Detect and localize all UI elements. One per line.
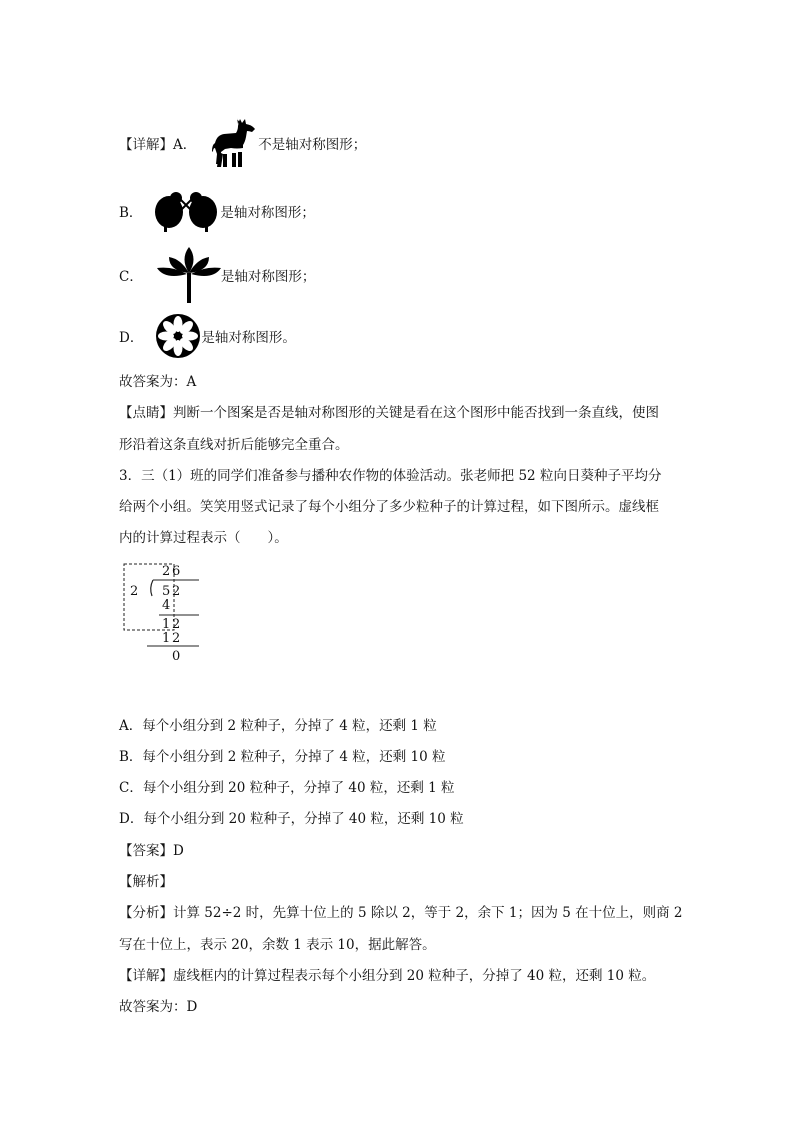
dividend-tens: 5	[162, 584, 171, 599]
option-c-text: 是轴对称图形；	[220, 269, 316, 285]
option-a-row	[119, 118, 366, 168]
answer-label: 【答案】D	[119, 843, 184, 859]
option-b-text: 是轴对称图形；	[220, 205, 315, 221]
option-d-row	[119, 313, 296, 359]
division-bracket	[151, 580, 153, 596]
choice-c: C．每个小组分到 20 粒种子，分掉了 40 粒，还剩 1 粒	[119, 780, 455, 796]
choice-a: A．每个小组分到 2 粒种子，分掉了 4 粒，还剩 1 粒	[119, 718, 437, 734]
option-d-text: 是轴对称图形。	[201, 330, 296, 346]
option-a-prefix: 【详解】A．	[119, 137, 197, 153]
tip-line-1: 【点睛】判断一个图案是否是轴对称图形的关键是看在这个图形中能否找到一条直线，使图	[119, 405, 659, 421]
option-b-prefix: B．	[119, 205, 143, 221]
option-a-text: 不是轴对称图形；	[258, 137, 367, 153]
answer-final: 故答案为：D	[119, 999, 198, 1015]
question3-line-1: 3．三（1）班的同学们准备参与播种农作物的体验活动。张老师把 52 粒向日葵种子平均分	[119, 468, 662, 484]
quotient-tens: 2	[162, 564, 171, 579]
lotus-icon	[157, 247, 221, 303]
tip-line-2: 形沿着这条直线对折后能够完全重合。	[119, 437, 349, 453]
final-remainder: 0	[172, 649, 181, 664]
flower-circle-icon	[155, 313, 201, 359]
detail-line: 【详解】虚线框内的计算过程表示每个小组分到 20 粒种子，分掉了 40 粒，还剩 10 粒。	[119, 968, 656, 984]
question3-line-3: 内的计算过程表示（ ）。	[119, 530, 288, 546]
analysis-label: 【解析】	[119, 874, 173, 890]
subtrahend-2-ones: 2	[172, 631, 181, 646]
option-c-row	[119, 247, 315, 303]
answer-prev: 故答案为：A	[119, 374, 197, 390]
option-d-prefix: D．	[119, 330, 144, 346]
question3-line-2: 给两个小组。笑笑用竖式记录了每个小组分了多少粒种子的计算过程，如下图所示。虚线框	[119, 499, 659, 515]
subtrahend-1: 4	[162, 598, 171, 613]
subtrahend-2-tens: 1	[162, 631, 171, 646]
option-c-prefix: C．	[119, 269, 143, 285]
long-division-figure	[119, 560, 209, 670]
divisor: 2	[130, 584, 139, 599]
remainder-tens: 1	[162, 617, 171, 632]
choice-d: D．每个小组分到 20 粒种子，分掉了 40 粒，还剩 10 粒	[119, 811, 464, 827]
analysis-line-1: 【分析】计算 52÷2 时，先算十位上的 5 除以 2，等于 2，余下 1；因为 5 在十位上，则商 2	[119, 905, 683, 921]
dividend-ones: 2	[172, 584, 181, 599]
quotient-ones: 6	[172, 564, 181, 579]
option-b-row	[119, 190, 315, 232]
analysis-line-2: 写在十位上，表示 20，余数 1 表示 10，据此解答。	[119, 937, 436, 953]
giraffe-icon	[210, 118, 258, 168]
choice-b: B．每个小组分到 2 粒种子，分掉了 4 粒，还剩 10 粒	[119, 749, 446, 765]
birds-icon	[152, 190, 220, 232]
remainder-ones: 2	[172, 617, 181, 632]
